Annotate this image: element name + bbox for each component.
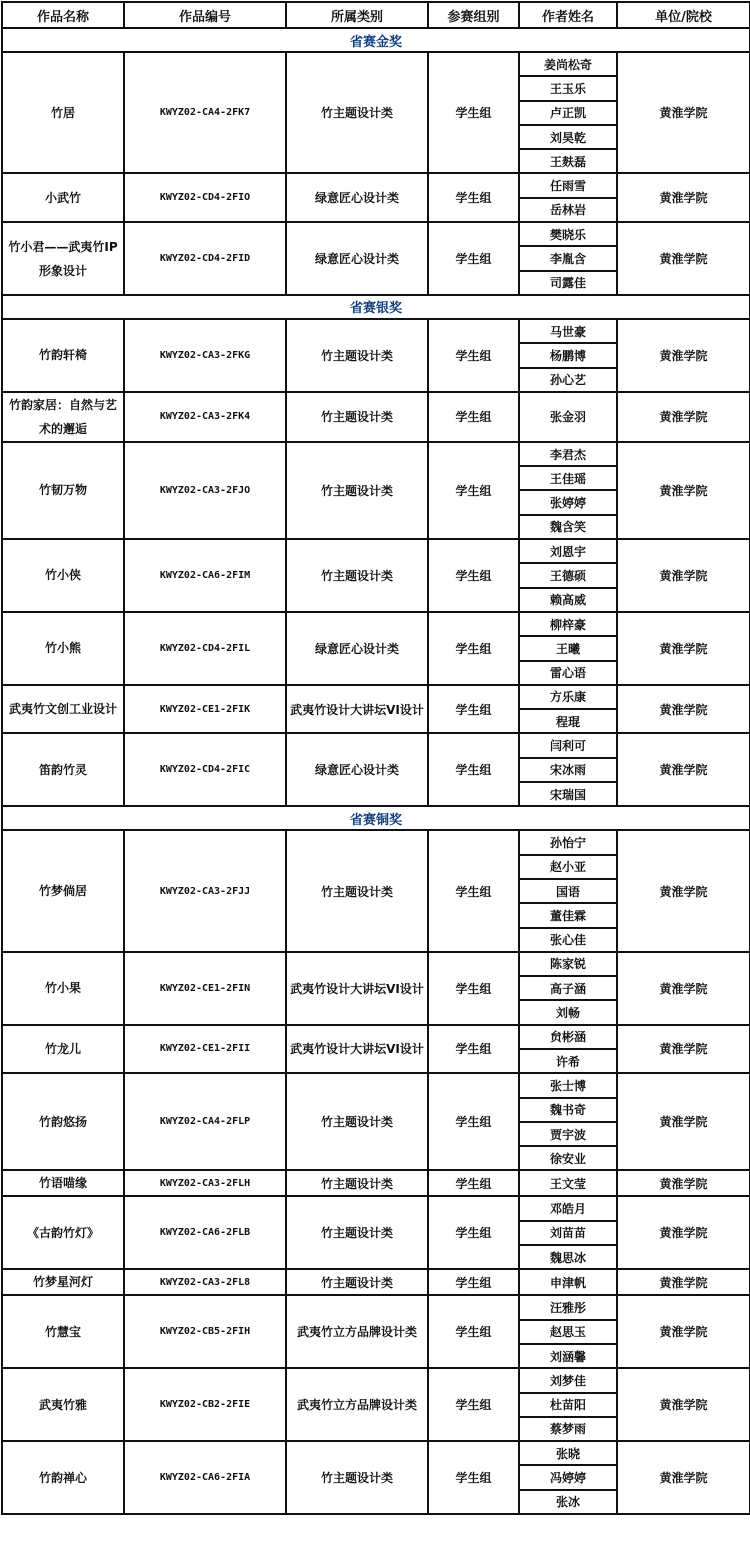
entry-category: 武夷竹设计大讲坛VI设计	[286, 685, 428, 734]
section-label: 省赛银奖	[2, 295, 750, 319]
author-name: 王文莹	[519, 1170, 617, 1196]
author-name: 马世豪	[519, 319, 617, 343]
author-name: 董佳霖	[519, 903, 617, 927]
author-name: 张心佳	[519, 928, 617, 952]
author-name: 魏书奇	[519, 1098, 617, 1122]
entry-code: KWYZ02-CD4-2FID	[124, 222, 286, 295]
table-row	[2, 52, 750, 76]
author-name: 王曦	[519, 636, 617, 660]
header-group: 参赛组别	[428, 2, 519, 28]
header-unit: 单位/院校	[617, 2, 750, 28]
entry-unit: 黄淮学院	[617, 612, 750, 685]
table-row	[2, 1441, 750, 1465]
entry-category: 竹主题设计类	[286, 1441, 428, 1514]
entry-category: 武夷竹立方品牌设计类	[286, 1368, 428, 1441]
table-row	[2, 685, 750, 709]
entry-category: 竹主题设计类	[286, 1170, 428, 1196]
entry-title: 竹语喵缘	[2, 1170, 124, 1196]
author-name: 赖高威	[519, 588, 617, 612]
entry-unit: 黄淮学院	[617, 952, 750, 1025]
entry-category: 绿意匠心设计类	[286, 222, 428, 295]
author-name: 王德硕	[519, 563, 617, 587]
entry-unit: 黄淮学院	[617, 319, 750, 392]
entry-unit: 黄淮学院	[617, 1441, 750, 1514]
entry-group: 学生组	[428, 1269, 519, 1295]
entry-code: KWYZ02-CA3-2FJJ	[124, 830, 286, 951]
entry-title: 竹梦倘居	[2, 830, 124, 951]
author-name: 高子涵	[519, 976, 617, 1000]
author-name: 宋瑞国	[519, 782, 617, 806]
table-body	[2, 28, 750, 1514]
entry-category: 竹主题设计类	[286, 1196, 428, 1269]
author-name: 方乐康	[519, 685, 617, 709]
author-name: 张婷婷	[519, 490, 617, 514]
entry-title: 竹韵悠扬	[2, 1073, 124, 1170]
table-row	[2, 319, 750, 343]
author-name: 宋冰雨	[519, 758, 617, 782]
entry-category: 绿意匠心设计类	[286, 733, 428, 806]
entry-unit: 黄淮学院	[617, 392, 750, 442]
header-authors: 作者姓名	[519, 2, 617, 28]
author-name: 王麸磊	[519, 149, 617, 173]
entry-group: 学生组	[428, 830, 519, 951]
author-name: 杜苗阳	[519, 1393, 617, 1417]
author-name: 雷心语	[519, 661, 617, 685]
author-name: 李胤含	[519, 246, 617, 270]
entry-unit: 黄淮学院	[617, 442, 750, 539]
entry-group: 学生组	[428, 52, 519, 173]
author-name: 姜尚松奇	[519, 52, 617, 76]
author-name: 张冰	[519, 1490, 617, 1514]
entry-unit: 黄淮学院	[617, 1368, 750, 1441]
entry-unit: 黄淮学院	[617, 830, 750, 951]
entry-group: 学生组	[428, 319, 519, 392]
entry-category: 竹主题设计类	[286, 830, 428, 951]
table-row	[2, 442, 750, 466]
entry-unit: 黄淮学院	[617, 733, 750, 806]
author-name: 魏思冰	[519, 1245, 617, 1269]
section-row	[2, 295, 750, 319]
entry-code: KWYZ02-CA3-2FL8	[124, 1269, 286, 1295]
author-name: 李君杰	[519, 442, 617, 466]
entry-title: 竹韵轩椅	[2, 319, 124, 392]
entry-title: 竹居	[2, 52, 124, 173]
entry-group: 学生组	[428, 392, 519, 442]
header-row	[2, 2, 750, 28]
author-name: 刘涵馨	[519, 1344, 617, 1368]
entry-category: 竹主题设计类	[286, 319, 428, 392]
table-row	[2, 1073, 750, 1097]
entry-title: 竹韵家居：自然与艺术的邂逅	[2, 392, 124, 442]
table-row	[2, 1196, 750, 1220]
entry-unit: 黄淮学院	[617, 1170, 750, 1196]
author-name: 王玉乐	[519, 76, 617, 100]
author-name: 蔡梦雨	[519, 1417, 617, 1441]
entry-group: 学生组	[428, 539, 519, 612]
entry-code: KWYZ02-CE1-2FIK	[124, 685, 286, 734]
author-name: 刘梦佳	[519, 1368, 617, 1392]
author-name: 冯婷婷	[519, 1465, 617, 1489]
table-row	[2, 1269, 750, 1295]
author-name: 任雨雪	[519, 173, 617, 197]
entry-code: KWYZ02-CA6-2FIM	[124, 539, 286, 612]
entry-code: KWYZ02-CB5-2FIH	[124, 1295, 286, 1368]
entry-unit: 黄淮学院	[617, 222, 750, 295]
author-name: 徐安业	[519, 1146, 617, 1170]
entry-code: KWYZ02-CD4-2FIL	[124, 612, 286, 685]
entry-code: KWYZ02-CA3-2FLH	[124, 1170, 286, 1196]
entry-unit: 黄淮学院	[617, 1025, 750, 1074]
section-label: 省赛金奖	[2, 28, 750, 52]
entry-title: 竹韧万物	[2, 442, 124, 539]
author-name: 柳梓豪	[519, 612, 617, 636]
author-name: 贠彬涵	[519, 1025, 617, 1049]
author-name: 许希	[519, 1049, 617, 1073]
entry-unit: 黄淮学院	[617, 539, 750, 612]
entry-group: 学生组	[428, 612, 519, 685]
entry-unit: 黄淮学院	[617, 1295, 750, 1368]
table-row	[2, 612, 750, 636]
author-name: 张士博	[519, 1073, 617, 1097]
entry-category: 竹主题设计类	[286, 1073, 428, 1170]
section-row	[2, 806, 750, 830]
entry-code: KWYZ02-CB2-2FIE	[124, 1368, 286, 1441]
entry-title: 竹龙儿	[2, 1025, 124, 1074]
entry-unit: 黄淮学院	[617, 1196, 750, 1269]
author-name: 卢正凯	[519, 101, 617, 125]
entry-group: 学生组	[428, 1441, 519, 1514]
header-title: 作品名称	[2, 2, 124, 28]
author-name: 司露佳	[519, 271, 617, 295]
author-name: 刘昊乾	[519, 125, 617, 149]
table-row	[2, 222, 750, 246]
author-name: 魏含笑	[519, 515, 617, 539]
entry-code: KWYZ02-CE1-2FII	[124, 1025, 286, 1074]
table-row	[2, 539, 750, 563]
entry-group: 学生组	[428, 685, 519, 734]
entry-title: 武夷竹文创工业设计	[2, 685, 124, 734]
author-name: 申津帆	[519, 1269, 617, 1295]
entry-unit: 黄淮学院	[617, 52, 750, 173]
award-table	[1, 1, 750, 1515]
author-name: 王佳瑶	[519, 466, 617, 490]
author-name: 国语	[519, 879, 617, 903]
entry-title: 《古韵竹灯》	[2, 1196, 124, 1269]
table-row	[2, 952, 750, 976]
author-name: 樊晓乐	[519, 222, 617, 246]
entry-code: KWYZ02-CD4-2FIC	[124, 733, 286, 806]
section-label: 省赛铜奖	[2, 806, 750, 830]
entry-code: KWYZ02-CA4-2FK7	[124, 52, 286, 173]
entry-unit: 黄淮学院	[617, 173, 750, 222]
entry-code: KWYZ02-CA3-2FK4	[124, 392, 286, 442]
entry-group: 学生组	[428, 1073, 519, 1170]
entry-title: 竹小果	[2, 952, 124, 1025]
entry-group: 学生组	[428, 442, 519, 539]
author-name: 邓皓月	[519, 1196, 617, 1220]
table-row	[2, 1295, 750, 1319]
author-name: 岳林岩	[519, 198, 617, 222]
author-name: 杨鹏博	[519, 343, 617, 367]
table-row	[2, 1170, 750, 1196]
entry-category: 竹主题设计类	[286, 539, 428, 612]
entry-unit: 黄淮学院	[617, 685, 750, 734]
table-row	[2, 1025, 750, 1049]
entry-title: 竹梦星河灯	[2, 1269, 124, 1295]
entry-category: 竹主题设计类	[286, 52, 428, 173]
entry-group: 学生组	[428, 173, 519, 222]
table-row	[2, 173, 750, 197]
entry-unit: 黄淮学院	[617, 1269, 750, 1295]
entry-title: 武夷竹雅	[2, 1368, 124, 1441]
entry-group: 学生组	[428, 733, 519, 806]
entry-group: 学生组	[428, 1368, 519, 1441]
table-row	[2, 1368, 750, 1392]
entry-category: 武夷竹设计大讲坛VI设计	[286, 952, 428, 1025]
table-row	[2, 830, 750, 854]
entry-group: 学生组	[428, 952, 519, 1025]
entry-code: KWYZ02-CA3-2FJO	[124, 442, 286, 539]
entry-title: 竹慧宝	[2, 1295, 124, 1368]
author-name: 程琨	[519, 709, 617, 733]
entry-category: 绿意匠心设计类	[286, 612, 428, 685]
author-name: 闫利可	[519, 733, 617, 757]
header-code: 作品编号	[124, 2, 286, 28]
entry-group: 学生组	[428, 1196, 519, 1269]
table-row	[2, 392, 750, 442]
section-row	[2, 28, 750, 52]
author-name: 贾宇波	[519, 1122, 617, 1146]
entry-title: 笛韵竹灵	[2, 733, 124, 806]
entry-category: 竹主题设计类	[286, 442, 428, 539]
entry-code: KWYZ02-CD4-2FIO	[124, 173, 286, 222]
author-name: 孙怡宁	[519, 830, 617, 854]
author-name: 陈家锐	[519, 952, 617, 976]
entry-title: 小武竹	[2, 173, 124, 222]
entry-title: 竹小君——武夷竹IP形象设计	[2, 222, 124, 295]
author-name: 张金羽	[519, 392, 617, 442]
entry-category: 武夷竹设计大讲坛VI设计	[286, 1025, 428, 1074]
author-name: 赵思玉	[519, 1320, 617, 1344]
entry-title: 竹韵禅心	[2, 1441, 124, 1514]
entry-category: 武夷竹立方品牌设计类	[286, 1295, 428, 1368]
entry-unit: 黄淮学院	[617, 1073, 750, 1170]
author-name: 赵小亚	[519, 855, 617, 879]
author-name: 汪雅彤	[519, 1295, 617, 1319]
table-row	[2, 733, 750, 757]
entry-code: KWYZ02-CE1-2FIN	[124, 952, 286, 1025]
entry-group: 学生组	[428, 1025, 519, 1074]
entry-group: 学生组	[428, 1170, 519, 1196]
entry-category: 竹主题设计类	[286, 392, 428, 442]
author-name: 刘恩宇	[519, 539, 617, 563]
entry-code: KWYZ02-CA6-2FIA	[124, 1441, 286, 1514]
author-name: 张晓	[519, 1441, 617, 1465]
entry-code: KWYZ02-CA6-2FLB	[124, 1196, 286, 1269]
entry-title: 竹小熊	[2, 612, 124, 685]
entry-category: 竹主题设计类	[286, 1269, 428, 1295]
entry-category: 绿意匠心设计类	[286, 173, 428, 222]
author-name: 刘苗苗	[519, 1221, 617, 1245]
author-name: 刘畅	[519, 1000, 617, 1024]
entry-title: 竹小侠	[2, 539, 124, 612]
entry-group: 学生组	[428, 1295, 519, 1368]
author-name: 孙心艺	[519, 368, 617, 392]
entry-code: KWYZ02-CA4-2FLP	[124, 1073, 286, 1170]
header-category: 所属类别	[286, 2, 428, 28]
entry-group: 学生组	[428, 222, 519, 295]
entry-code: KWYZ02-CA3-2FKG	[124, 319, 286, 392]
